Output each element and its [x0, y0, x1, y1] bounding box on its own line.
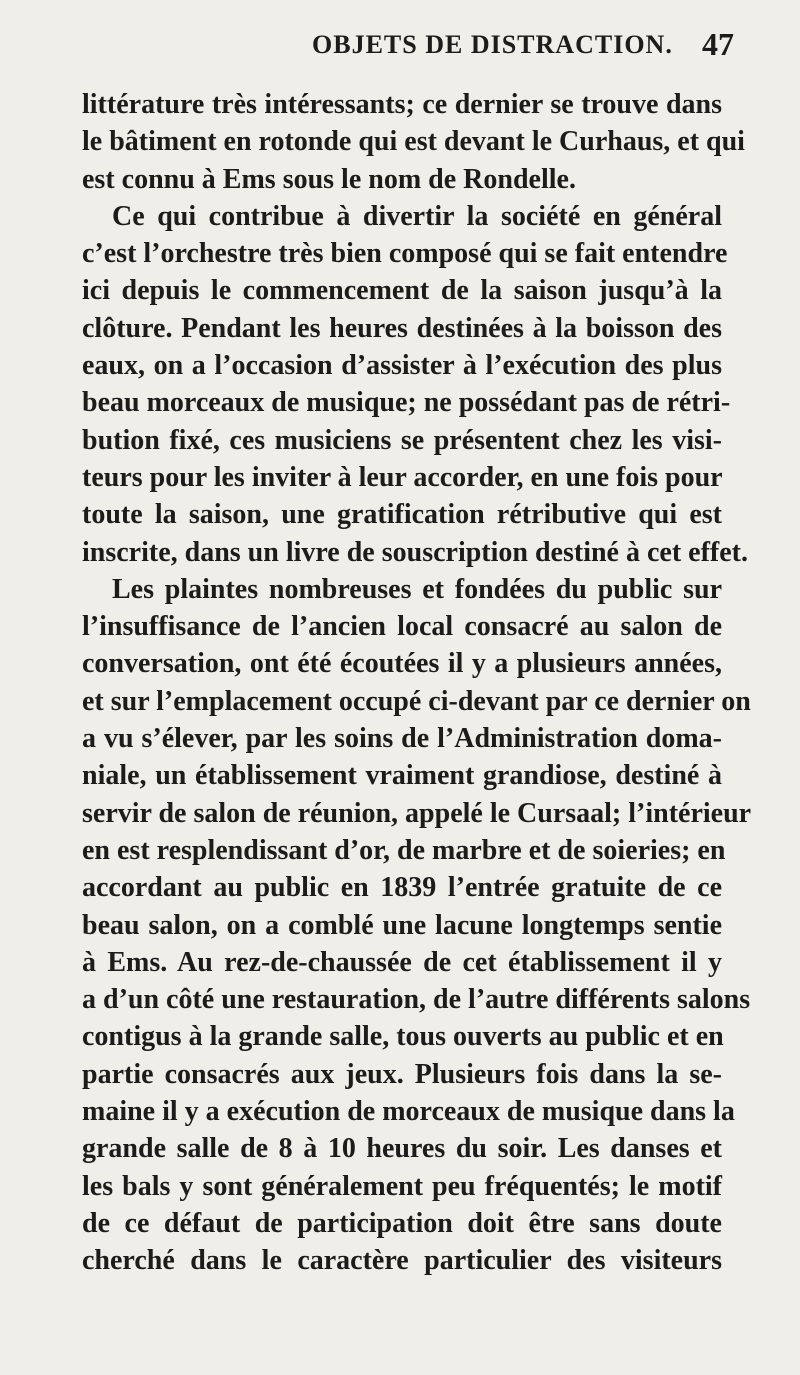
text-line: de ce défaut de participation doit être sans doute [82, 1207, 722, 1239]
text-line: les bals y sont généralement peu fréquentés; le motif [82, 1170, 722, 1202]
text-line: toute la saison, une gratification rétributive qui est [82, 499, 722, 531]
text-line: Ce qui contribue à divertir la société en général [112, 200, 722, 232]
text-line: l’insuffisance de l’ancien local consacré au salon de [82, 611, 722, 643]
text-line: contigus à la grande salle, tous ouverts au public et en [82, 1021, 724, 1053]
text-line: servir de salon de réunion, appelé le Cursaal; l’intérieur [82, 797, 752, 829]
text-line: beau salon, on a comblé une lacune longtemps sentie [82, 909, 722, 941]
text-line: en est resplendissant d’or, de marbre et de soieries; en [82, 834, 726, 866]
text-line: beau morceaux de musique; ne possédant pas de rétri- [82, 387, 731, 419]
text-line: inscrite, dans un livre de souscription destiné à cet effet. [82, 536, 748, 568]
text-line: eaux, on a l’occasion d’assister à l’exécution des plus [82, 350, 722, 382]
text-line: grande salle de 8 à 10 heures du soir. Les danses et [82, 1133, 722, 1165]
text-line: littérature très intéressants; ce dernier se trouve dans [82, 89, 722, 120]
text-line: niale, un établissement vraiment grandiose, destiné à [82, 760, 722, 792]
text-line: est connu à Ems sous le nom de Rondelle. [82, 163, 576, 195]
text-line: c’est l’orchestre très bien composé qui se fait entendre [82, 238, 728, 270]
text-line: Les plaintes nombreuses et fondées du public sur [112, 573, 722, 605]
text-line: ici depuis le commencement de la saison jusqu’à la [82, 275, 722, 307]
text-line: le bâtiment en rotonde qui est devant le Curhaus, et qui [82, 126, 745, 158]
page-number: 47 [702, 26, 734, 62]
text-line: conversation, ont été écoutées il y a plusieurs années, [82, 648, 722, 680]
text-line: a vu s’élever, par les soins de l’Administration doma- [82, 723, 722, 755]
text-line: à Ems. Au rez-de-chaussée de cet établissement il y [82, 946, 722, 978]
text-line: partie consacrés aux jeux. Plusieurs fois dans la se- [82, 1058, 722, 1090]
text-line: clôture. Pendant les heures destinées à la boisson des [82, 312, 722, 344]
text-line: teurs pour les inviter à leur accorder, en une fois pour [82, 461, 723, 493]
body-text [82, 86, 752, 1280]
text-line: cherché dans le caractère particulier des visiteurs [82, 1245, 722, 1277]
text-line: bution fixé, ces musiciens se présentent chez les visi- [82, 424, 722, 456]
text-line: et sur l’emplacement occupé ci-devant par ce dernier on [82, 685, 751, 717]
running-head: OBJETS DE DISTRACTION. [312, 30, 673, 59]
text-line: accordant au public en 1839 l’entrée gratuite de ce [82, 872, 722, 904]
text-line: a d’un côté une restauration, de l’autre différents salons [82, 984, 751, 1016]
page-header [0, 26, 800, 70]
text-line: maine il y a exécution de morceaux de musique dans la [82, 1096, 735, 1128]
